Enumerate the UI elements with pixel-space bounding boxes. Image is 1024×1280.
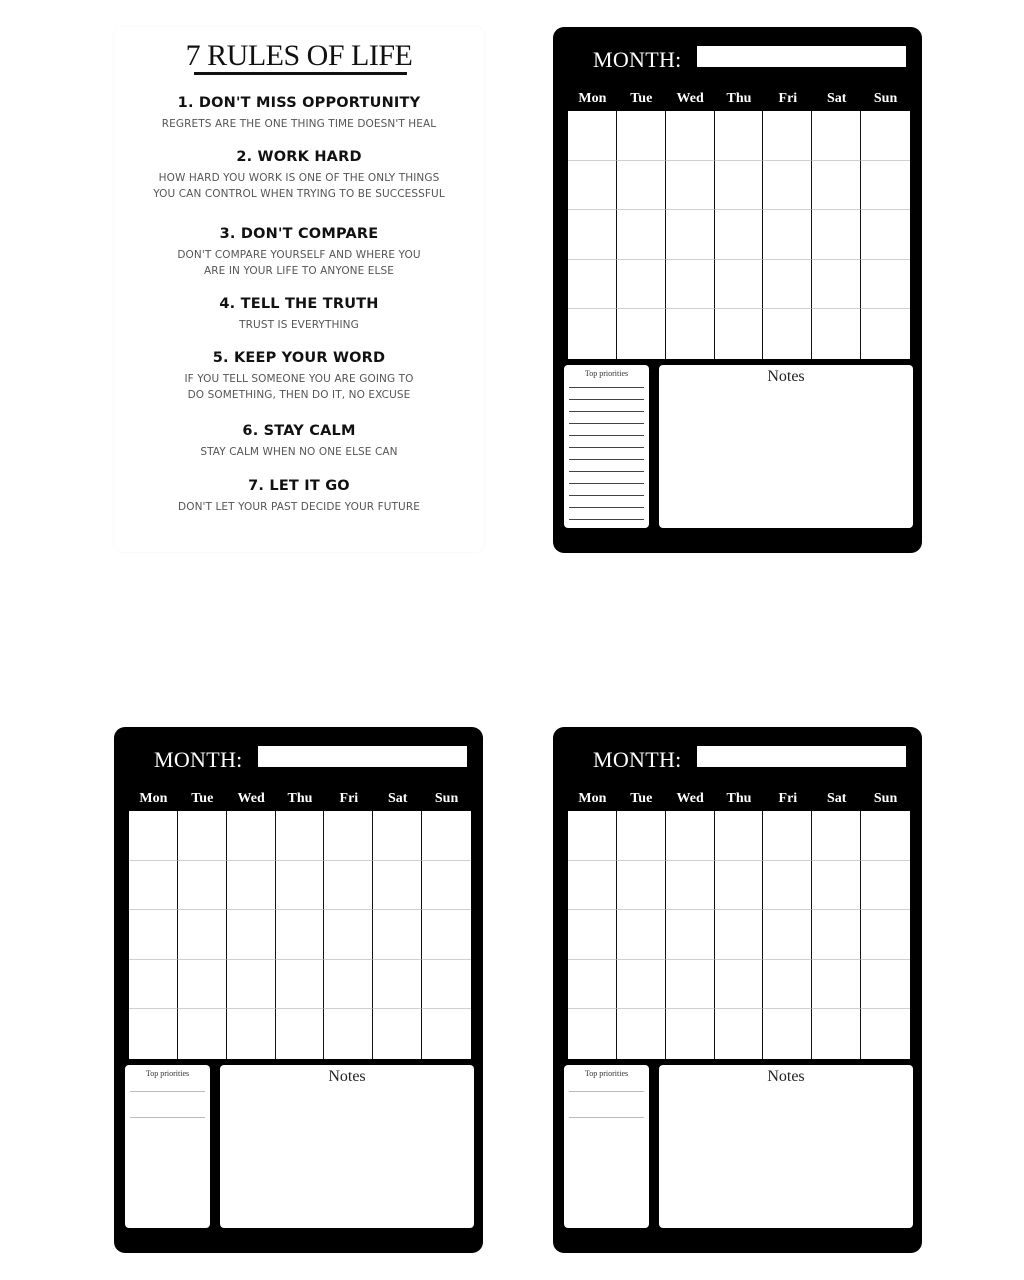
calendar-day-cell[interactable] xyxy=(227,960,276,1010)
monthly-planner xyxy=(553,27,922,553)
calendar-day-cell[interactable] xyxy=(129,960,178,1010)
rule-line: DON'T LET YOUR PAST DECIDE YOUR FUTURE xyxy=(178,501,420,513)
calendar-day-cell[interactable] xyxy=(715,811,764,861)
calendar-day-cell[interactable] xyxy=(178,910,227,960)
calendar-day-cell[interactable] xyxy=(666,210,715,260)
calendar-day-cell[interactable] xyxy=(666,910,715,960)
rule-line: IF YOU TELL SOMEONE YOU ARE GOING TO xyxy=(184,373,414,385)
weekday-sat: Sat xyxy=(826,91,847,106)
calendar-day-cell[interactable] xyxy=(666,960,715,1010)
priority-line xyxy=(569,483,644,484)
weekday-header xyxy=(568,91,910,107)
weekday-sat: Sat xyxy=(387,791,408,806)
calendar-day-cell[interactable] xyxy=(763,309,812,359)
weekday-wed: Wed xyxy=(676,791,704,806)
priority-line xyxy=(569,387,644,388)
rule-item xyxy=(114,478,484,515)
calendar-day-cell[interactable] xyxy=(715,210,764,260)
calendar-day-cell[interactable] xyxy=(763,811,812,861)
weekday-wed: Wed xyxy=(676,91,704,106)
calendar-day-cell[interactable] xyxy=(178,811,227,861)
calendar-day-cell[interactable] xyxy=(568,861,617,911)
weekday-wed: Wed xyxy=(237,791,265,806)
rule-heading: 7. LET IT GO xyxy=(248,478,350,494)
calendar-day-cell[interactable] xyxy=(129,861,178,911)
calendar-day-cell[interactable] xyxy=(178,1009,227,1059)
rule-description xyxy=(114,371,484,403)
calendar-day-cell[interactable] xyxy=(568,260,617,310)
monthly-planner xyxy=(114,727,483,1253)
calendar-day-cell[interactable] xyxy=(568,210,617,260)
calendar-day-cell[interactable] xyxy=(861,210,910,260)
calendar-day-cell[interactable] xyxy=(276,811,325,861)
priority-line xyxy=(569,1117,644,1118)
rule-line: YOU CAN CONTROL WHEN TRYING TO BE SUCCESSFUL xyxy=(153,188,445,200)
calendar-day-cell[interactable] xyxy=(373,811,422,861)
weekday-thu: Thu xyxy=(726,791,752,806)
calendar-day-cell[interactable] xyxy=(178,960,227,1010)
weekday-mon: Mon xyxy=(578,791,607,806)
calendar-day-cell[interactable] xyxy=(373,910,422,960)
calendar-day-cell[interactable] xyxy=(861,1009,910,1059)
priority-line xyxy=(569,507,644,508)
top-priorities-box[interactable] xyxy=(564,1065,649,1228)
calendar-day-cell[interactable] xyxy=(568,309,617,359)
rule-description xyxy=(114,116,484,132)
calendar-day-cell[interactable] xyxy=(276,960,325,1010)
calendar-day-cell[interactable] xyxy=(812,210,861,260)
rule-heading: 4. TELL THE TRUTH xyxy=(219,296,379,312)
rules-of-life-card xyxy=(114,27,484,552)
calendar-day-cell[interactable] xyxy=(763,111,812,161)
monthly-planner xyxy=(553,727,922,1253)
weekday-thu: Thu xyxy=(287,791,313,806)
weekday-sun: Sun xyxy=(873,791,898,806)
rule-line: REGRETS ARE THE ONE THING TIME DOESN'T HEAL xyxy=(161,118,437,130)
calendar-day-cell[interactable] xyxy=(276,861,325,911)
calendar-day-cell[interactable] xyxy=(324,861,373,911)
calendar-day-cell[interactable] xyxy=(568,161,617,211)
calendar-day-cell[interactable] xyxy=(763,910,812,960)
calendar-day-cell[interactable] xyxy=(373,960,422,1010)
rule-heading: 5. KEEP YOUR WORD xyxy=(212,350,386,366)
calendar-day-cell[interactable] xyxy=(715,111,764,161)
rule-item xyxy=(114,226,484,279)
calendar-day-cell[interactable] xyxy=(812,309,861,359)
rule-heading: 2. WORK HARD xyxy=(236,149,362,165)
calendar-day-cell[interactable] xyxy=(178,861,227,911)
calendar-day-cell[interactable] xyxy=(666,260,715,310)
priority-line xyxy=(569,1091,644,1092)
weekday-mon: Mon xyxy=(578,91,607,106)
rule-description xyxy=(114,247,484,279)
calendar-day-cell[interactable] xyxy=(861,260,910,310)
calendar-day-cell[interactable] xyxy=(324,910,373,960)
weekday-header xyxy=(568,791,910,807)
priority-line xyxy=(569,471,644,472)
weekday-tue: Tue xyxy=(191,791,214,806)
weekday-fri: Fri xyxy=(339,791,359,806)
calendar-day-cell[interactable] xyxy=(763,161,812,211)
calendar-day-cell[interactable] xyxy=(715,960,764,1010)
notes-box[interactable] xyxy=(659,365,913,528)
calendar-day-cell[interactable] xyxy=(715,861,764,911)
calendar-day-cell[interactable] xyxy=(276,1009,325,1059)
calendar-day-cell[interactable] xyxy=(666,1009,715,1059)
priority-line xyxy=(130,1091,205,1092)
calendar-day-cell[interactable] xyxy=(617,811,666,861)
rule-item xyxy=(114,350,484,403)
calendar-day-cell[interactable] xyxy=(861,960,910,1010)
calendar-day-cell[interactable] xyxy=(861,910,910,960)
calendar-day-cell[interactable] xyxy=(715,260,764,310)
rule-item xyxy=(114,95,484,132)
rule-line: STAY CALM WHEN NO ONE ELSE CAN xyxy=(200,446,398,458)
rule-description xyxy=(114,170,484,202)
calendar-day-cell[interactable] xyxy=(276,910,325,960)
calendar-day-cell[interactable] xyxy=(227,1009,276,1059)
calendar-day-cell[interactable] xyxy=(812,1009,861,1059)
calendar-day-cell[interactable] xyxy=(324,960,373,1010)
calendar-day-cell[interactable] xyxy=(861,861,910,911)
calendar-day-cell[interactable] xyxy=(617,111,666,161)
calendar-day-cell[interactable] xyxy=(324,811,373,861)
calendar-day-cell[interactable] xyxy=(568,910,617,960)
calendar-day-cell[interactable] xyxy=(373,861,422,911)
rule-item xyxy=(114,149,484,202)
month-label: MONTH: xyxy=(593,47,682,72)
rule-description xyxy=(114,317,484,333)
calendar-day-cell[interactable] xyxy=(812,811,861,861)
weekday-tue: Tue xyxy=(630,791,653,806)
rule-item xyxy=(114,423,484,460)
calendar-day-cell[interactable] xyxy=(568,960,617,1010)
notes-label: Notes xyxy=(767,1068,805,1085)
priority-line xyxy=(569,411,644,412)
calendar-day-cell[interactable] xyxy=(617,910,666,960)
notes-label: Notes xyxy=(328,1068,366,1085)
top-priorities-label: Top priorities xyxy=(584,369,629,378)
calendar-day-cell[interactable] xyxy=(617,260,666,310)
calendar-day-cell[interactable] xyxy=(763,960,812,1010)
top-priorities-label: Top priorities xyxy=(145,1069,190,1078)
priority-line xyxy=(569,423,644,424)
calendar-day-cell[interactable] xyxy=(129,910,178,960)
calendar-day-cell[interactable] xyxy=(715,161,764,211)
calendar-day-cell[interactable] xyxy=(715,309,764,359)
rule-line: TRUST IS EVERYTHING xyxy=(239,319,359,331)
notes-box[interactable] xyxy=(220,1065,474,1228)
rule-line: HOW HARD YOU WORK IS ONE OF THE ONLY THINGS xyxy=(158,172,440,184)
weekday-sun: Sun xyxy=(873,91,898,106)
calendar-day-cell[interactable] xyxy=(763,861,812,911)
rule-heading: 1. DON'T MISS OPPORTUNITY xyxy=(177,95,421,111)
calendar-day-cell[interactable] xyxy=(422,861,471,911)
calendar-day-cell[interactable] xyxy=(715,1009,764,1059)
calendar-day-cell[interactable] xyxy=(568,111,617,161)
calendar-day-cell[interactable] xyxy=(715,910,764,960)
priority-line xyxy=(569,447,644,448)
weekday-mon: Mon xyxy=(139,791,168,806)
calendar-day-cell[interactable] xyxy=(568,1009,617,1059)
rules-title: 7 RULES OF LIFE xyxy=(185,39,413,72)
calendar-day-cell[interactable] xyxy=(812,910,861,960)
calendar-day-cell[interactable] xyxy=(812,960,861,1010)
month-label: MONTH: xyxy=(593,747,682,772)
month-input[interactable] xyxy=(258,746,467,767)
calendar-day-cell[interactable] xyxy=(666,309,715,359)
rule-item xyxy=(114,296,484,333)
calendar-day-cell[interactable] xyxy=(666,111,715,161)
rule-description xyxy=(114,444,484,460)
weekday-thu: Thu xyxy=(726,91,752,106)
calendar-day-cell[interactable] xyxy=(422,811,471,861)
calendar-day-cell[interactable] xyxy=(861,309,910,359)
priority-line xyxy=(569,435,644,436)
calendar-day-cell[interactable] xyxy=(422,960,471,1010)
rule-description xyxy=(114,499,484,515)
calendar-day-cell[interactable] xyxy=(812,111,861,161)
weekday-tue: Tue xyxy=(630,91,653,106)
weekday-fri: Fri xyxy=(778,91,798,106)
rule-heading: 6. STAY CALM xyxy=(242,423,356,439)
notes-label: Notes xyxy=(767,368,805,385)
calendar-day-cell[interactable] xyxy=(812,161,861,211)
calendar-grid xyxy=(129,811,471,1059)
calendar-day-cell[interactable] xyxy=(861,811,910,861)
weekday-sat: Sat xyxy=(826,791,847,806)
rule-heading: 3. DON'T COMPARE xyxy=(219,226,379,242)
top-priorities-box[interactable] xyxy=(564,365,649,528)
calendar-day-cell[interactable] xyxy=(422,1009,471,1059)
month-input[interactable] xyxy=(697,746,906,767)
calendar-day-cell[interactable] xyxy=(617,861,666,911)
priority-line xyxy=(569,459,644,460)
calendar-day-cell[interactable] xyxy=(227,861,276,911)
calendar-day-cell[interactable] xyxy=(763,210,812,260)
rule-line: DON'T COMPARE YOURSELF AND WHERE YOU xyxy=(177,249,421,261)
calendar-grid xyxy=(568,811,910,1059)
calendar-day-cell[interactable] xyxy=(617,1009,666,1059)
top-priorities-label: Top priorities xyxy=(584,1069,629,1078)
calendar-day-cell[interactable] xyxy=(763,260,812,310)
weekday-fri: Fri xyxy=(778,791,798,806)
calendar-day-cell[interactable] xyxy=(763,1009,812,1059)
weekday-sun: Sun xyxy=(434,791,459,806)
calendar-day-cell[interactable] xyxy=(617,161,666,211)
calendar-day-cell[interactable] xyxy=(666,861,715,911)
calendar-day-cell[interactable] xyxy=(812,260,861,310)
calendar-day-cell[interactable] xyxy=(666,811,715,861)
calendar-day-cell[interactable] xyxy=(227,910,276,960)
priority-line xyxy=(569,399,644,400)
calendar-day-cell[interactable] xyxy=(861,161,910,211)
calendar-day-cell[interactable] xyxy=(861,111,910,161)
calendar-day-cell[interactable] xyxy=(617,309,666,359)
weekday-header xyxy=(129,791,471,807)
calendar-day-cell[interactable] xyxy=(422,910,471,960)
rule-line: ARE IN YOUR LIFE TO ANYONE ELSE xyxy=(204,265,394,277)
calendar-day-cell[interactable] xyxy=(568,811,617,861)
calendar-day-cell[interactable] xyxy=(617,210,666,260)
month-label: MONTH: xyxy=(154,747,243,772)
month-input[interactable] xyxy=(697,46,906,67)
priority-line xyxy=(569,519,644,520)
title-underline xyxy=(194,72,407,75)
calendar-day-cell[interactable] xyxy=(812,861,861,911)
calendar-day-cell[interactable] xyxy=(324,1009,373,1059)
top-priorities-box[interactable] xyxy=(125,1065,210,1228)
calendar-day-cell[interactable] xyxy=(373,1009,422,1059)
calendar-day-cell[interactable] xyxy=(666,161,715,211)
calendar-day-cell[interactable] xyxy=(129,811,178,861)
calendar-day-cell[interactable] xyxy=(617,960,666,1010)
calendar-day-cell[interactable] xyxy=(227,811,276,861)
priority-line xyxy=(569,495,644,496)
rule-line: DO SOMETHING, THEN DO IT, NO EXCUSE xyxy=(187,389,411,401)
calendar-day-cell[interactable] xyxy=(129,1009,178,1059)
notes-box[interactable] xyxy=(659,1065,913,1228)
calendar-grid xyxy=(568,111,910,359)
priority-line xyxy=(130,1117,205,1118)
